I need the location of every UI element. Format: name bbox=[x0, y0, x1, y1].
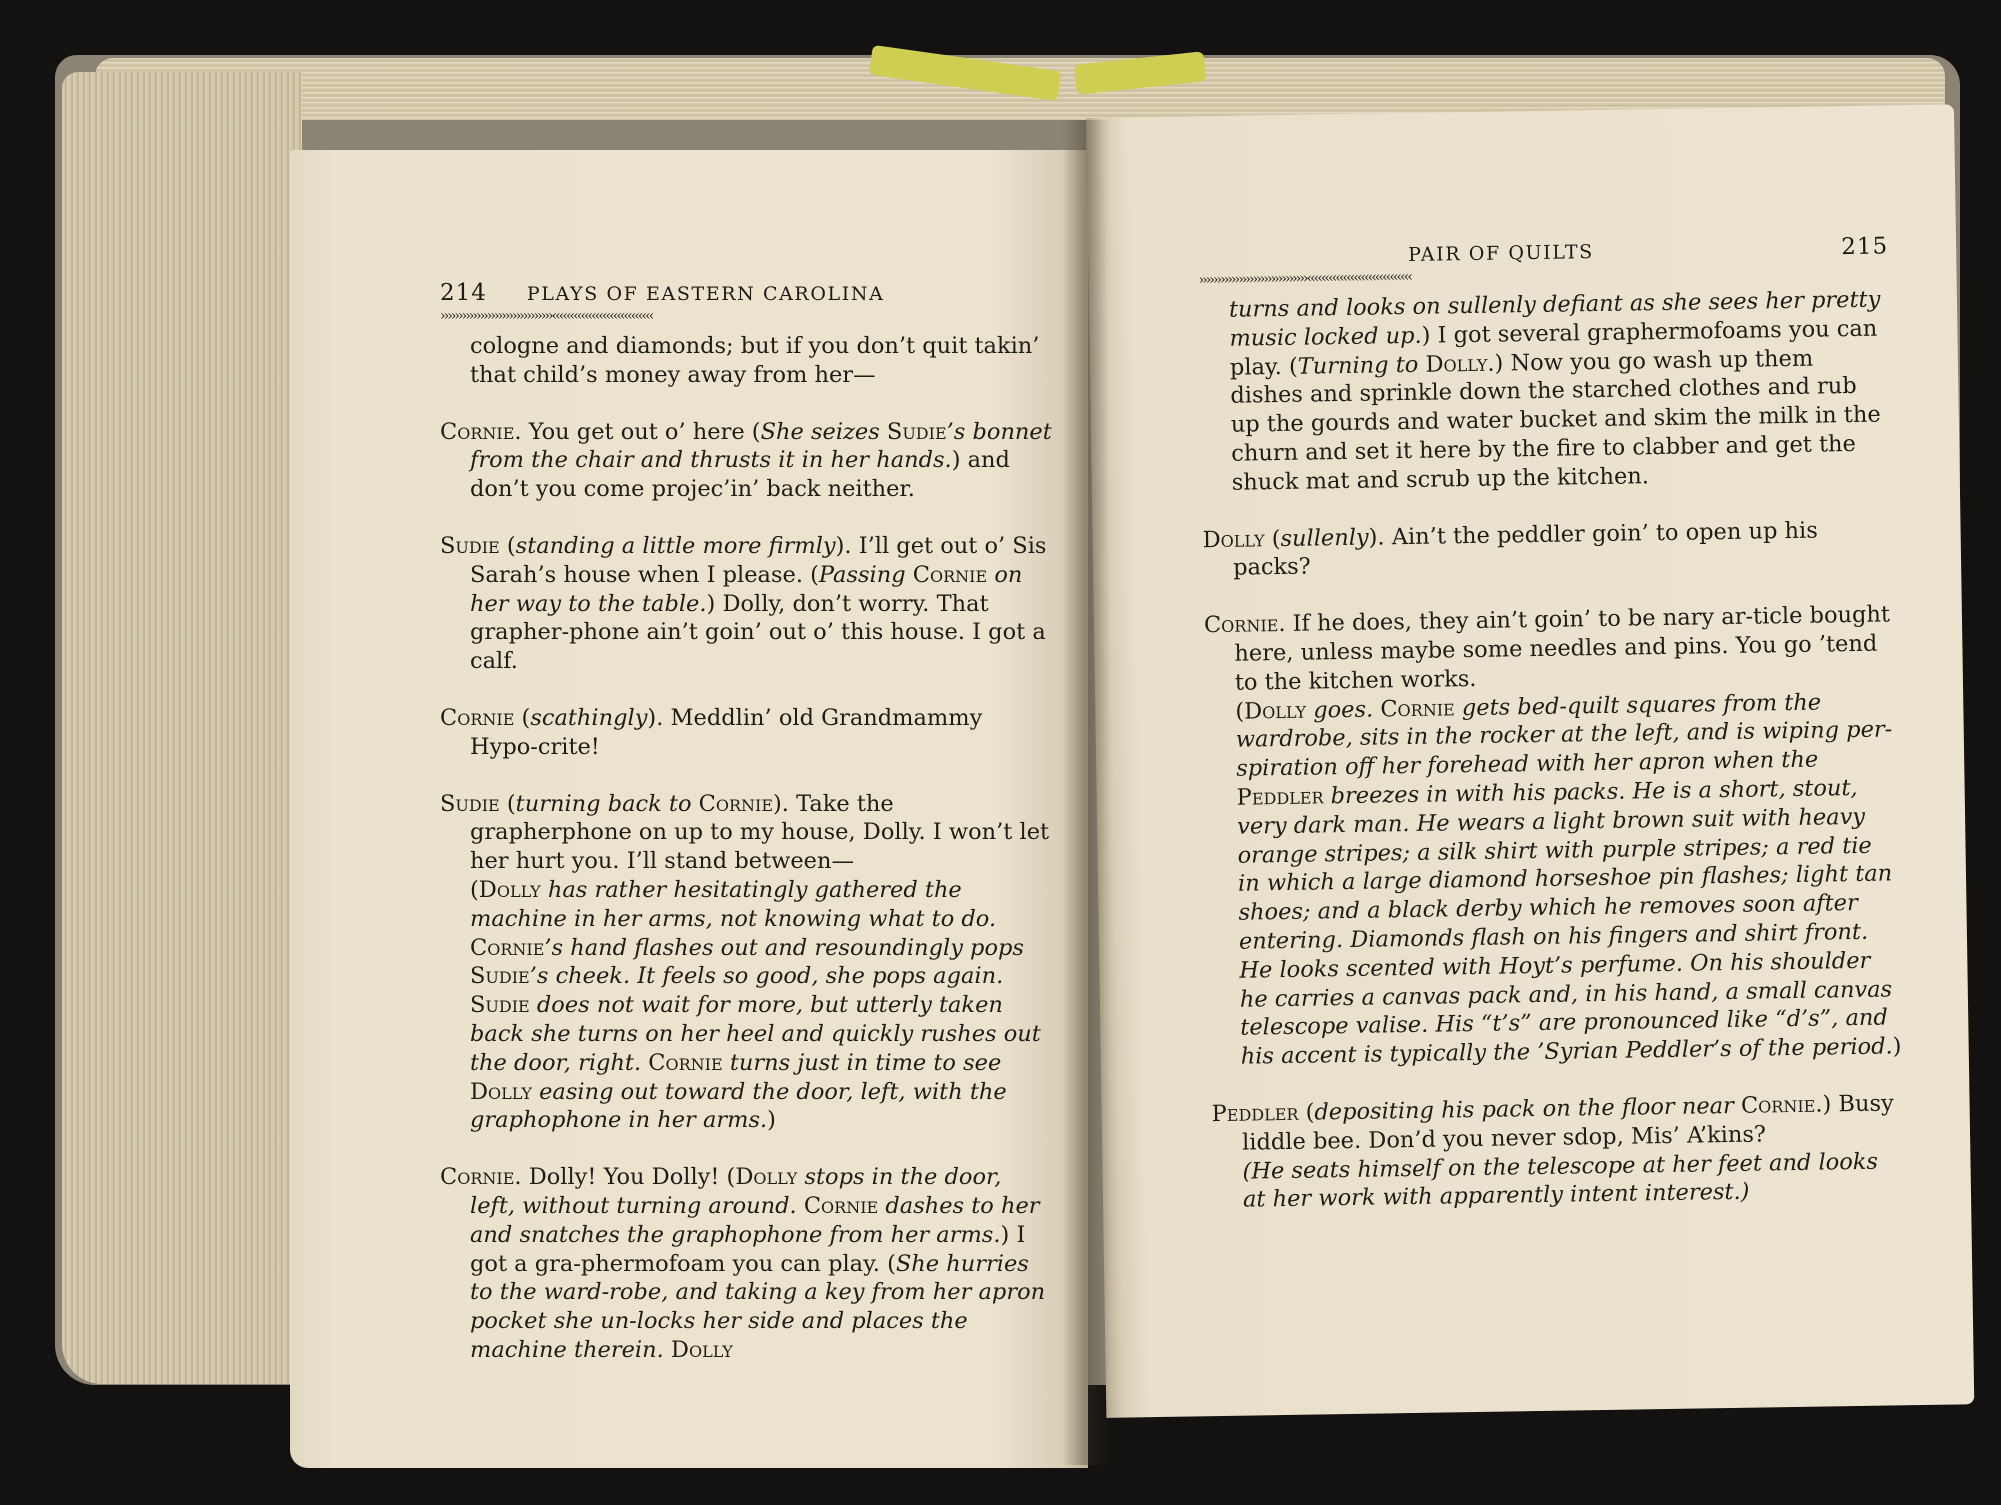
paragraph: Cornie. If he does, they ain’t goin’ to be nary ar-ticle bought here, unless maybe some needles and pins. You go ’tend to the kitchen works. bbox=[1203, 601, 1891, 696]
paragraph: Cornie. You get out o’ here (She seizes Sudie’s bonnet from the chair and thrusts it in her hands.) and don’t you come projec’in’ back neither. bbox=[440, 418, 1052, 503]
right-page bbox=[1086, 104, 1974, 1417]
stage-direction: (Dolly has rather hesitatingly gathered the machine in her arms, not knowing what to do. Cornie’s hand flashes out and resoundingly pops Sudie’s cheek. It feels so good, she pops again. Sudie does not wait for more, but utterly taken back she turns on her heel and quickly rushes out the door, right. Cornie turns just in time to see Dolly easing out toward the door, left, with the graphophone in her arms.) bbox=[470, 876, 1041, 1134]
left-page bbox=[290, 150, 1088, 1468]
speaker-name: Cornie. bbox=[440, 418, 522, 445]
running-head-title: PAIR OF QUILTS bbox=[1408, 241, 1595, 266]
left-page-text bbox=[440, 332, 1052, 1393]
speaker-name: Dolly bbox=[1202, 525, 1265, 553]
paragraph: turns and looks on sullenly defiant as she sees her pretty music locked up.) I got several graphermofoams you can play. (Turning to Dolly.) Now you go wash up them dishes and sprinkle down the starched clothes and rub up the gourds and water bucket and skim the milk in the churn and set it here by the fire to clabber and get the shuck mat and scrub up the kitchen. bbox=[1228, 286, 1881, 496]
paragraph: Peddler (depositing his pack on the floor near Cornie.) Busy liddle bee. Don’d you never sdop, Mis’ A’kins? bbox=[1211, 1090, 1894, 1156]
book-gutter bbox=[1062, 120, 1110, 1465]
stage-direction: (Dolly goes. Cornie gets bed-quilt squares from the wardrobe, sits in the rocker at the left, and is wiping per-spiration off her forehead with her apron when the Peddler breezes in with his packs. He is a short, stout, very dark man. He wears a light brown suit with heavy orange stripes; a silk shirt with purple stripes; a red tie in which a large diamond horseshoe pin flashes; light tan shoes; and a black derby which he removes soon after entering. Diamonds flash on his fingers and shirt front. He looks scented with Hoyt’s perfume. On his shoulder he carries a canvas pack and, in his hand, a small canvas telescope valise. His “t’s” are pronounced like “d’s”, and his accent is typically the ’Syrian Peddler’s of the period.) bbox=[1235, 689, 1902, 1070]
speaker-name: Cornie bbox=[440, 704, 515, 731]
speaker-name: Sudie bbox=[440, 532, 500, 559]
running-head-title: PLAYS OF EASTERN CAROLINA bbox=[526, 283, 885, 305]
page-number: 215 bbox=[1841, 233, 1889, 261]
paragraph: Dolly (sullenly). Ain’t the peddler goin’ to open up his packs? bbox=[1202, 517, 1819, 582]
paragraph: cologne and diamonds; but if you don’t quit takin’ that child’s money away from her— bbox=[470, 333, 1040, 388]
paragraph: Cornie (scathingly). Meddlin’ old Grandmammy Hypo-crite! bbox=[440, 704, 983, 760]
paragraph: Sudie (turning back to Cornie). Take the grapherphone on up to my house, Dolly. I won’t let her hurt you. I’ll stand between— bbox=[440, 790, 1050, 875]
paragraph: Sudie (standing a little more firmly). I’ll get out o’ Sis Sarah’s house when I please. (Passing Cornie on her way to the table.) Dolly, don’t worry. That grapher-phone ain’t goin’ out o’ this house. I got a calf. bbox=[440, 532, 1047, 675]
speaker-name: Peddler bbox=[1211, 1099, 1299, 1128]
left-running-head bbox=[440, 280, 1050, 306]
page-edges-left bbox=[62, 72, 302, 1384]
paragraph: Cornie. Dolly! You Dolly! (Dolly stops in the door, left, without turning around. Cornie dashes to her and snatches the graphophone from her arms.) I got a gra-phermofoam you can play. (She hurries to the ward-robe, and taking a key from her apron pocket she un-locks her side and places the machine therein. Dolly bbox=[440, 1164, 1046, 1363]
speaker-name: Cornie. bbox=[1203, 611, 1286, 639]
stage-direction: (He seats himself on the telescope at her feet and looks at her work with apparently intent interest.) bbox=[1242, 1148, 1879, 1213]
header-ornament-rule: ›››››››››››››››››››››››››››››››‹‹‹‹‹‹‹‹‹‹‹‹‹‹‹‹‹‹‹‹‹‹‹‹‹‹‹‹ bbox=[440, 308, 653, 324]
page-number: 214 bbox=[440, 280, 487, 306]
speaker-name: Sudie bbox=[440, 790, 500, 817]
header-ornament-rule: ››››››››››››››››››››››››››››››‹‹‹‹‹‹‹‹‹‹‹‹‹‹‹‹‹‹‹‹‹‹‹‹‹‹‹‹‹ bbox=[1198, 268, 1411, 289]
right-page-text bbox=[1199, 285, 1906, 1237]
speaker-name: Cornie. bbox=[440, 1164, 522, 1191]
